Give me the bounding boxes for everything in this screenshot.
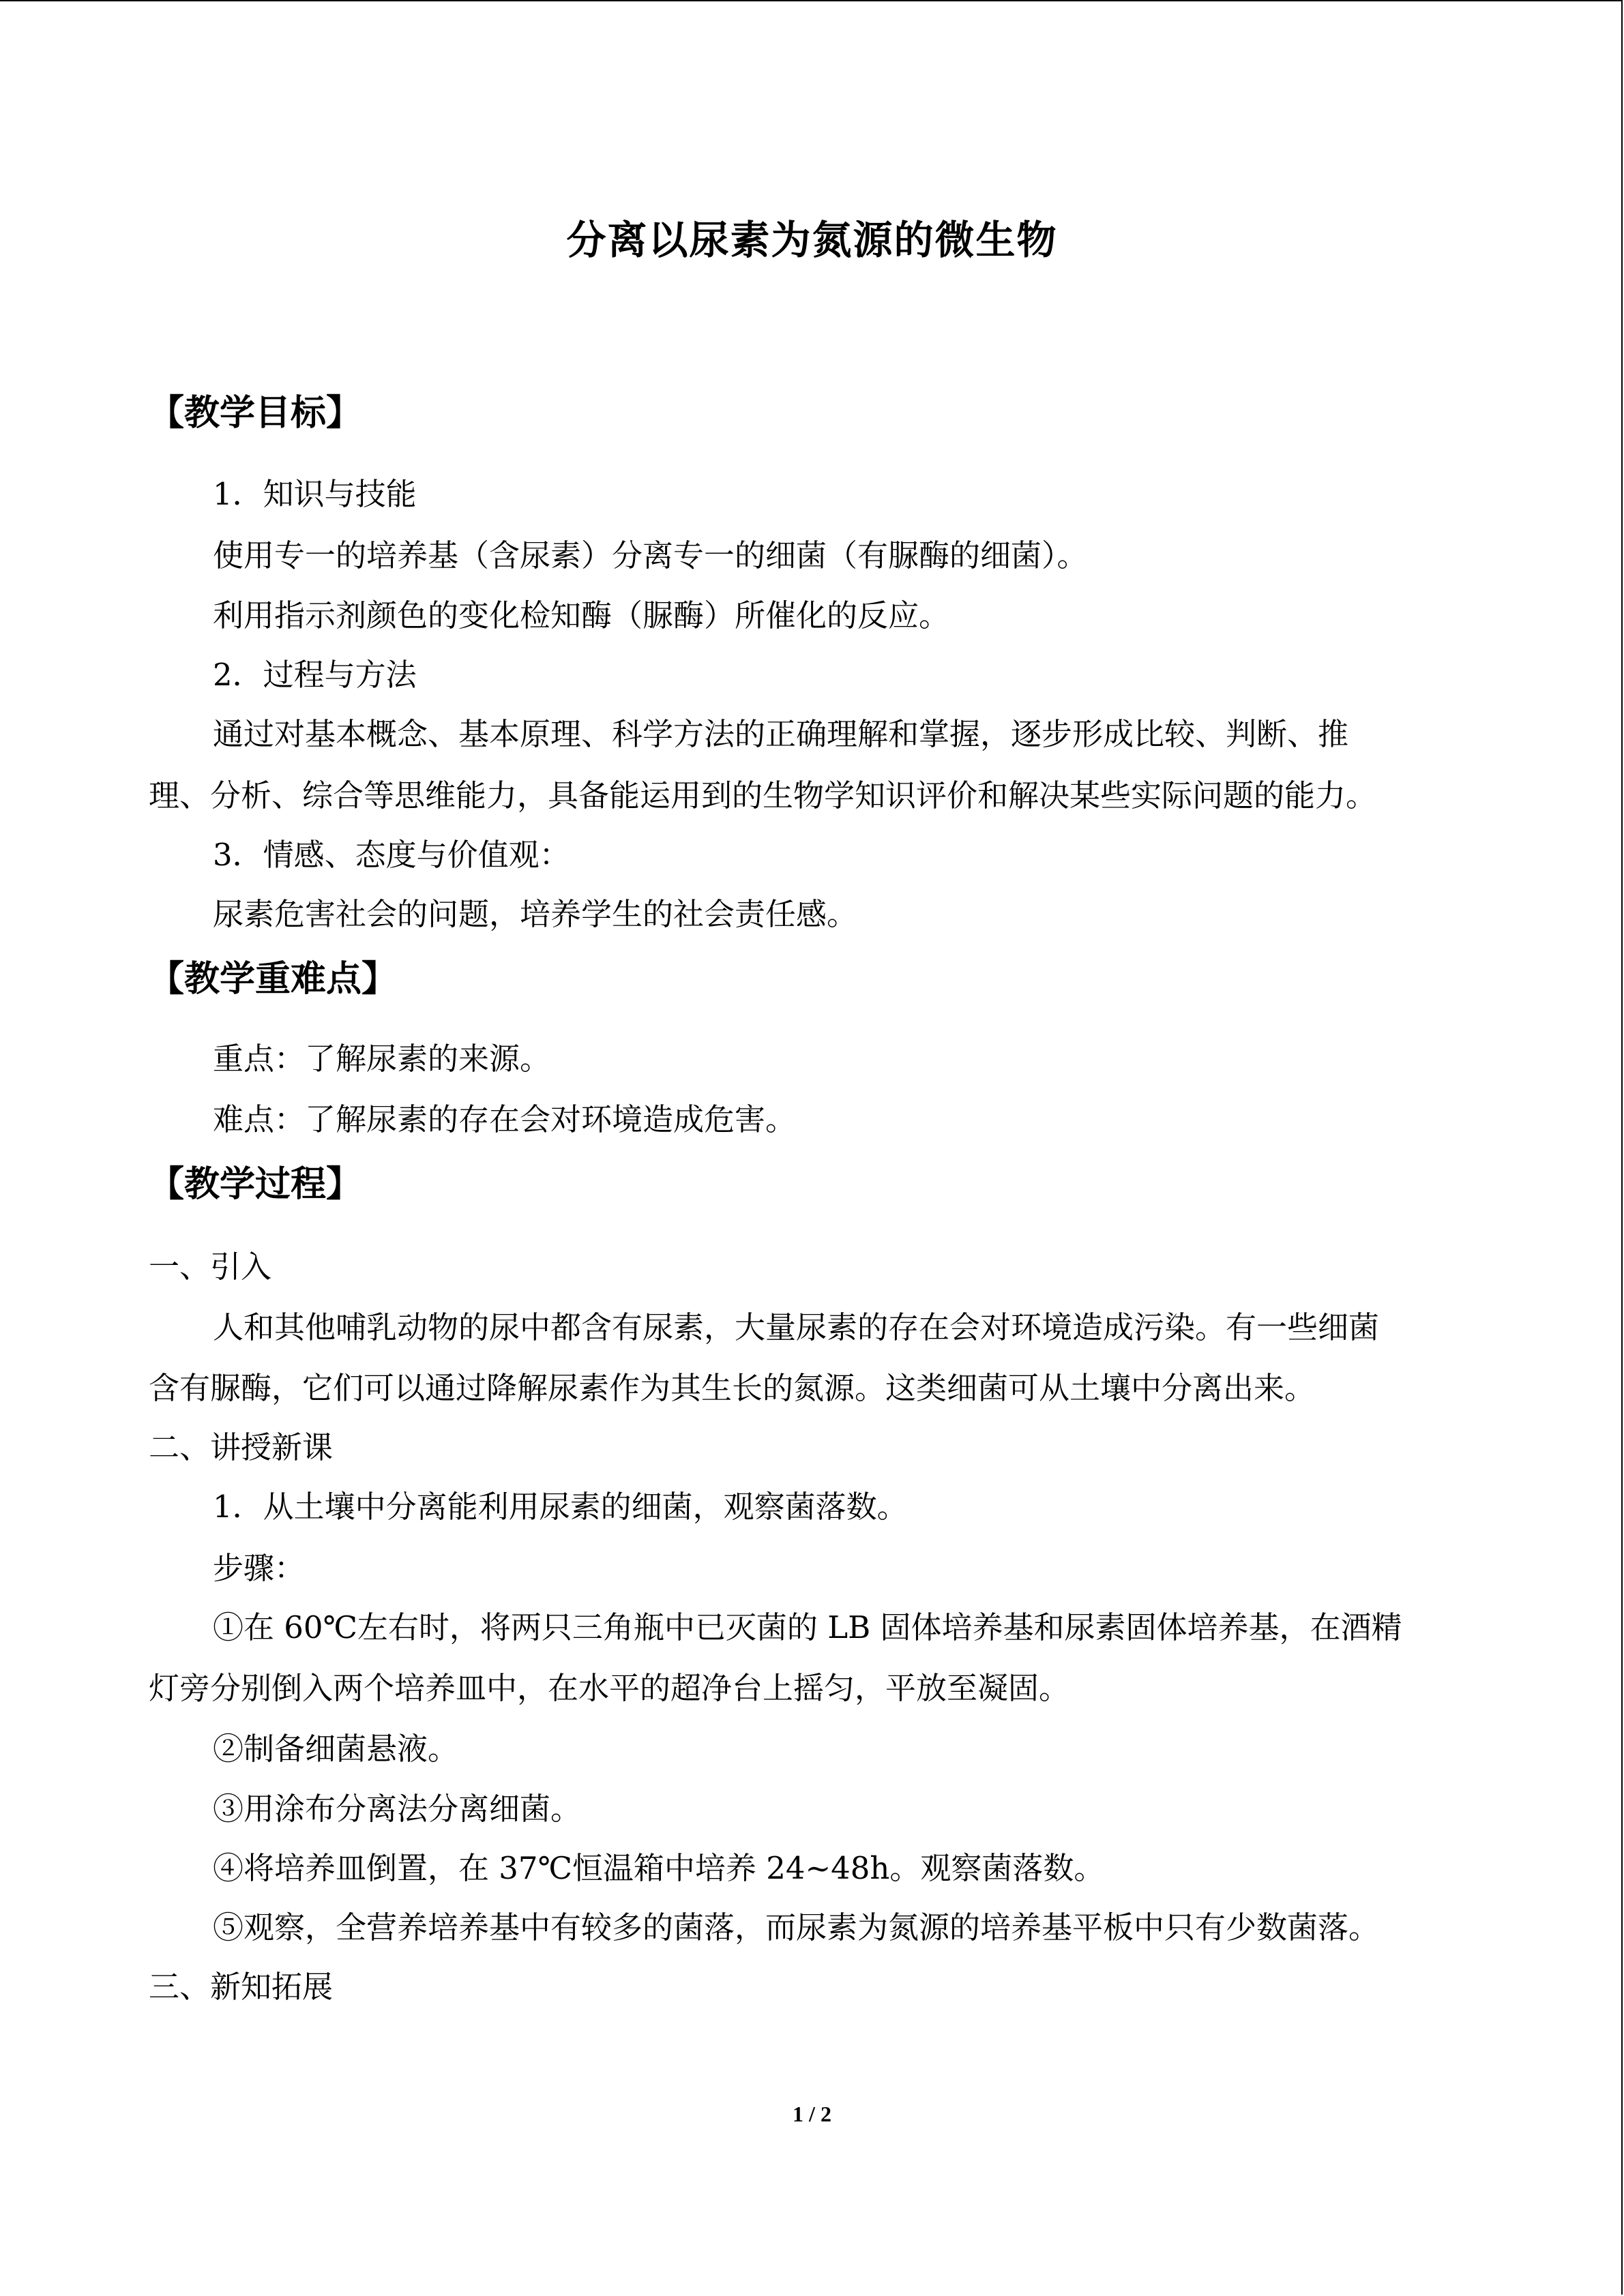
intro-line-2: 含有脲酶，它们可以通过降解尿素作为其生长的氮源。这类细菌可从土壤中分离出来。 (149, 1370, 1316, 1406)
heading-key-points: 【教学重难点】 (149, 958, 398, 1000)
heading-process: 【教学过程】 (149, 1163, 362, 1205)
objective-3-line-1: 尿素危害社会的问题，培养学生的社会责任感。 (213, 896, 858, 932)
section-intro: 一、引入 (149, 1249, 272, 1285)
objective-2-line-1: 通过对基本概念、基本原理、科学方法的正确理解和掌握，逐步形成比较、判断、推 (213, 716, 1349, 752)
steps-label: 步骤： (213, 1550, 306, 1586)
heading-objectives: 【教学目标】 (149, 392, 362, 434)
objective-3-title: 3．情感、态度与价值观： (213, 837, 570, 873)
key-point-focus: 重点：了解尿素的来源。 (213, 1041, 551, 1077)
intro-line-1: 人和其他哺乳动物的尿中都含有尿素，大量尿素的存在会对环境造成污染。有一些细菌 (213, 1309, 1380, 1345)
step-3: ③用涂布分离法分离细菌。 (213, 1791, 582, 1827)
step-4: ④将培养皿倒置，在 37℃恒温箱中培养 24~48h。观察菌落数。 (213, 1850, 1105, 1886)
objective-2-line-2: 理、分析、综合等思维能力，具备能运用到的生物学知识评价和解决某些实际问题的能力。 (149, 777, 1377, 814)
lesson-item-1: 1．从土壤中分离能利用尿素的细菌，观察菌落数。 (213, 1489, 908, 1525)
objective-1-line-2: 利用指示剂颜色的变化检知酶（脲酶）所催化的反应。 (213, 597, 950, 633)
objective-1-line-1: 使用专一的培养基（含尿素）分离专一的细菌（有脲酶的细菌）。 (213, 537, 1088, 573)
key-point-difficulty: 难点：了解尿素的存在会对环境造成危害。 (213, 1101, 797, 1137)
step-5: ⑤观察，全营养培养基中有较多的菌落，而尿素为氮源的培养基平板中只有少数菌落。 (213, 1909, 1380, 1945)
step-2: ②制备细菌悬液。 (213, 1731, 459, 1767)
step-1-line-1: ①在 60℃左右时，将两只三角瓶中已灭菌的 LB 固体培养基和尿素固体培养基，在酒精 (213, 1609, 1402, 1645)
page-number: 1 / 2 (793, 2102, 831, 2126)
document-title: 分离以尿素为氮源的微生物 (566, 217, 1058, 263)
objective-2-title: 2．过程与方法 (213, 657, 417, 693)
section-new-lesson: 二、讲授新课 (149, 1429, 334, 1465)
section-extension: 三、新知拓展 (149, 1969, 334, 2005)
step-1-line-2: 灯旁分别倒入两个培养皿中，在水平的超净台上摇匀，平放至凝固。 (149, 1670, 1070, 1706)
objective-1-title: 1．知识与技能 (213, 476, 417, 512)
